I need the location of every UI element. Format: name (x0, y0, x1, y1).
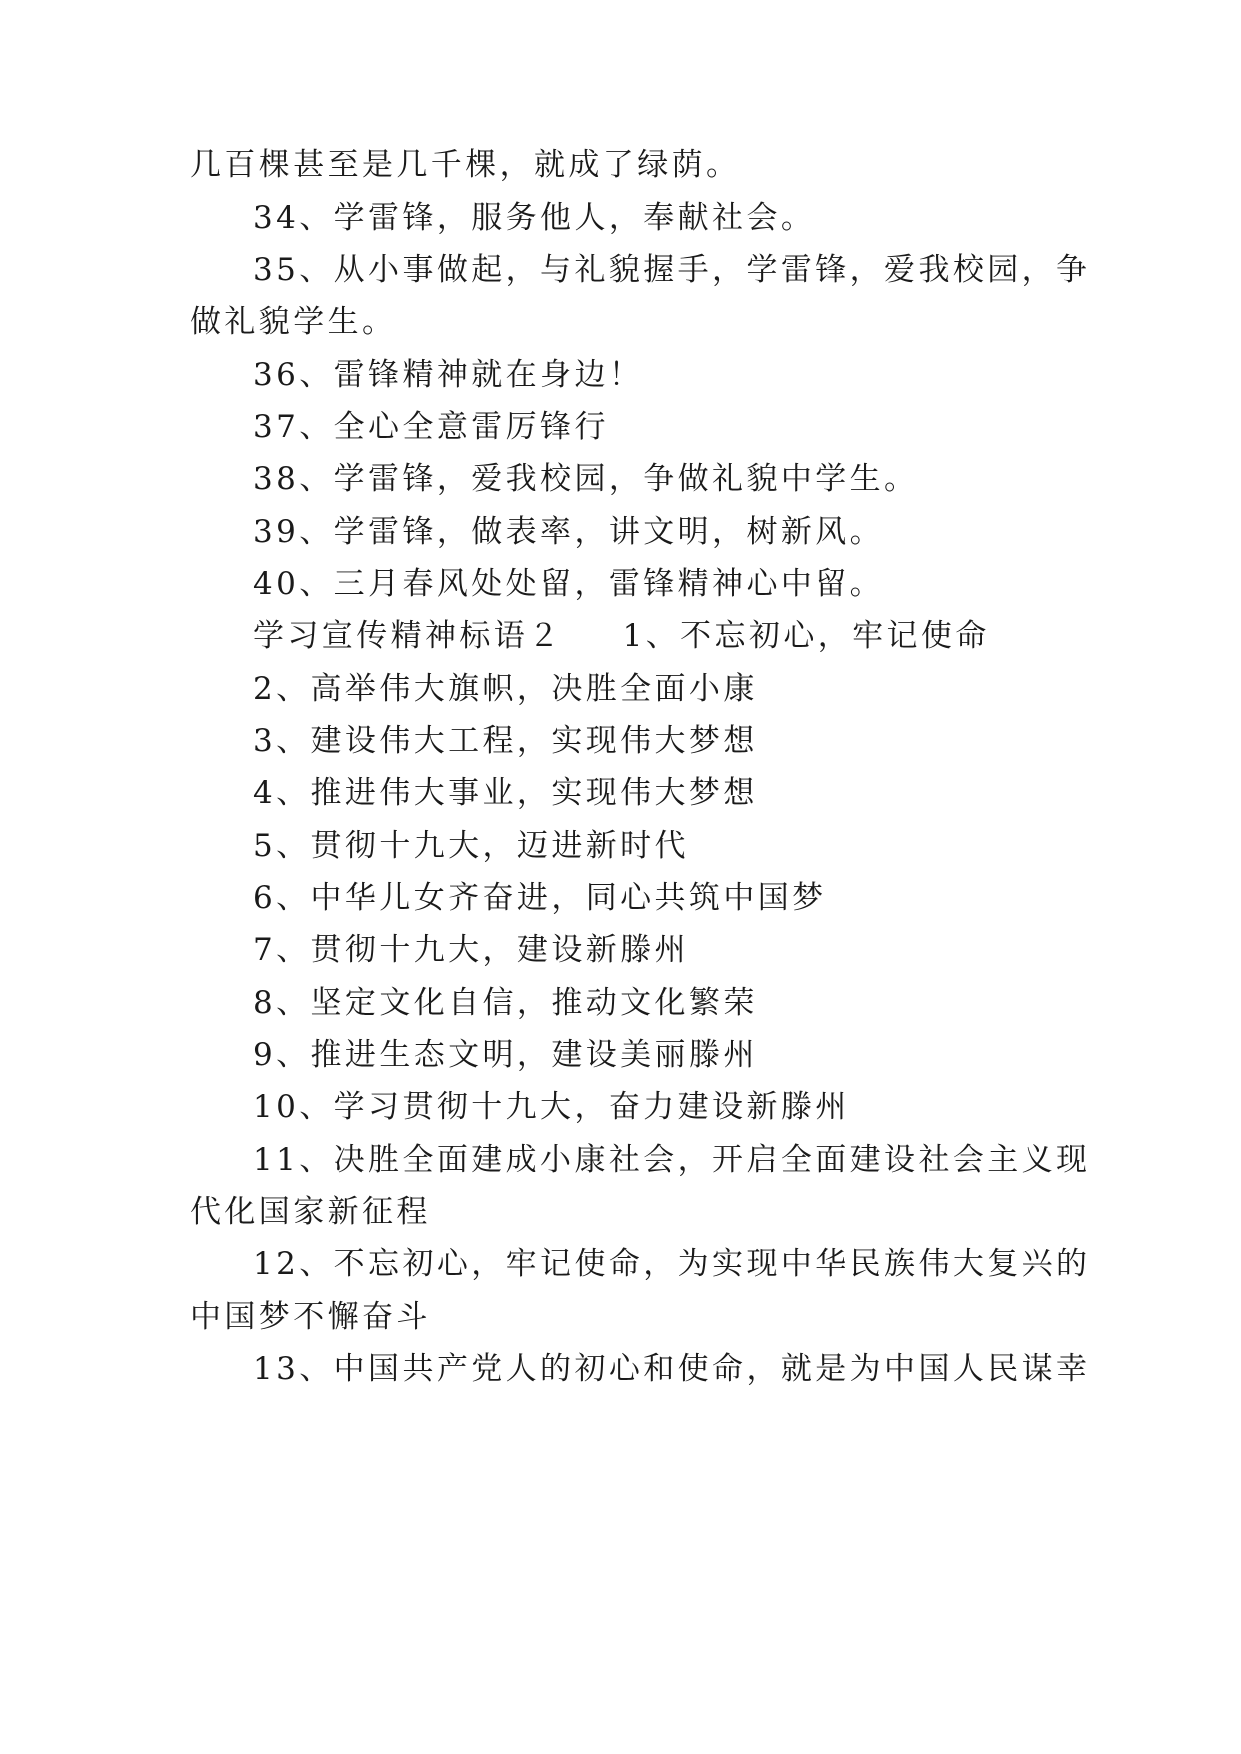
list-item: 5、贯彻十九大，迈进新时代 (253, 828, 689, 864)
list-item: 7、贯彻十九大，建设新滕州 (253, 932, 689, 968)
text-line: 做礼貌学生。 (190, 304, 397, 340)
list-item: 2、高举伟大旗帜，决胜全面小康 (253, 671, 758, 707)
list-item: 34、学雷锋，服务他人，奉献社会。 (253, 200, 816, 236)
list-item: 3、建设伟大工程，实现伟大梦想 (253, 723, 758, 759)
list-item: 35、从小事做起，与礼貌握手，学雷锋，爱我校园，争 (253, 252, 1091, 288)
list-item: 40、三月春风处处留，雷锋精神心中留。 (253, 566, 885, 602)
list-item: 9、推进生态文明，建设美丽滕州 (253, 1037, 758, 1073)
text-line: 几百棵甚至是几千棵，就成了绿荫。 (190, 147, 741, 183)
section-title: 学习宣传精神标语２ (253, 618, 563, 654)
list-item: 4、推进伟大事业，实现伟大梦想 (253, 775, 758, 811)
list-item: 39、学雷锋，做表率，讲文明，树新风。 (253, 514, 885, 550)
list-item: 36、雷锋精神就在身边！ (253, 357, 644, 393)
list-item: 8、坚定文化自信，推动文化繁荣 (253, 985, 758, 1021)
list-item: 37、全心全意雷厉锋行 (253, 409, 609, 445)
list-item: 12、不忘初心，牢记使命，为实现中华民族伟大复兴的 (253, 1246, 1091, 1282)
list-item: 11、决胜全面建成小康社会，开启全面建设社会主义现 (253, 1142, 1091, 1178)
section-heading (253, 616, 990, 656)
list-item: 13、中国共产党人的初心和使命，就是为中国人民谋幸 (253, 1351, 1091, 1387)
list-item: 1、不忘初心，牢记使命 (622, 618, 990, 654)
list-item: 10、学习贯彻十九大，奋力建设新滕州 (253, 1089, 850, 1125)
text-line: 中国梦不懈奋斗 (190, 1299, 431, 1335)
list-item: 6、中华儿女齐奋进，同心共筑中国梦 (253, 880, 827, 916)
list-item: 38、学雷锋，爱我校园，争做礼貌中学生。 (253, 461, 919, 497)
text-line: 代化国家新征程 (190, 1194, 431, 1230)
